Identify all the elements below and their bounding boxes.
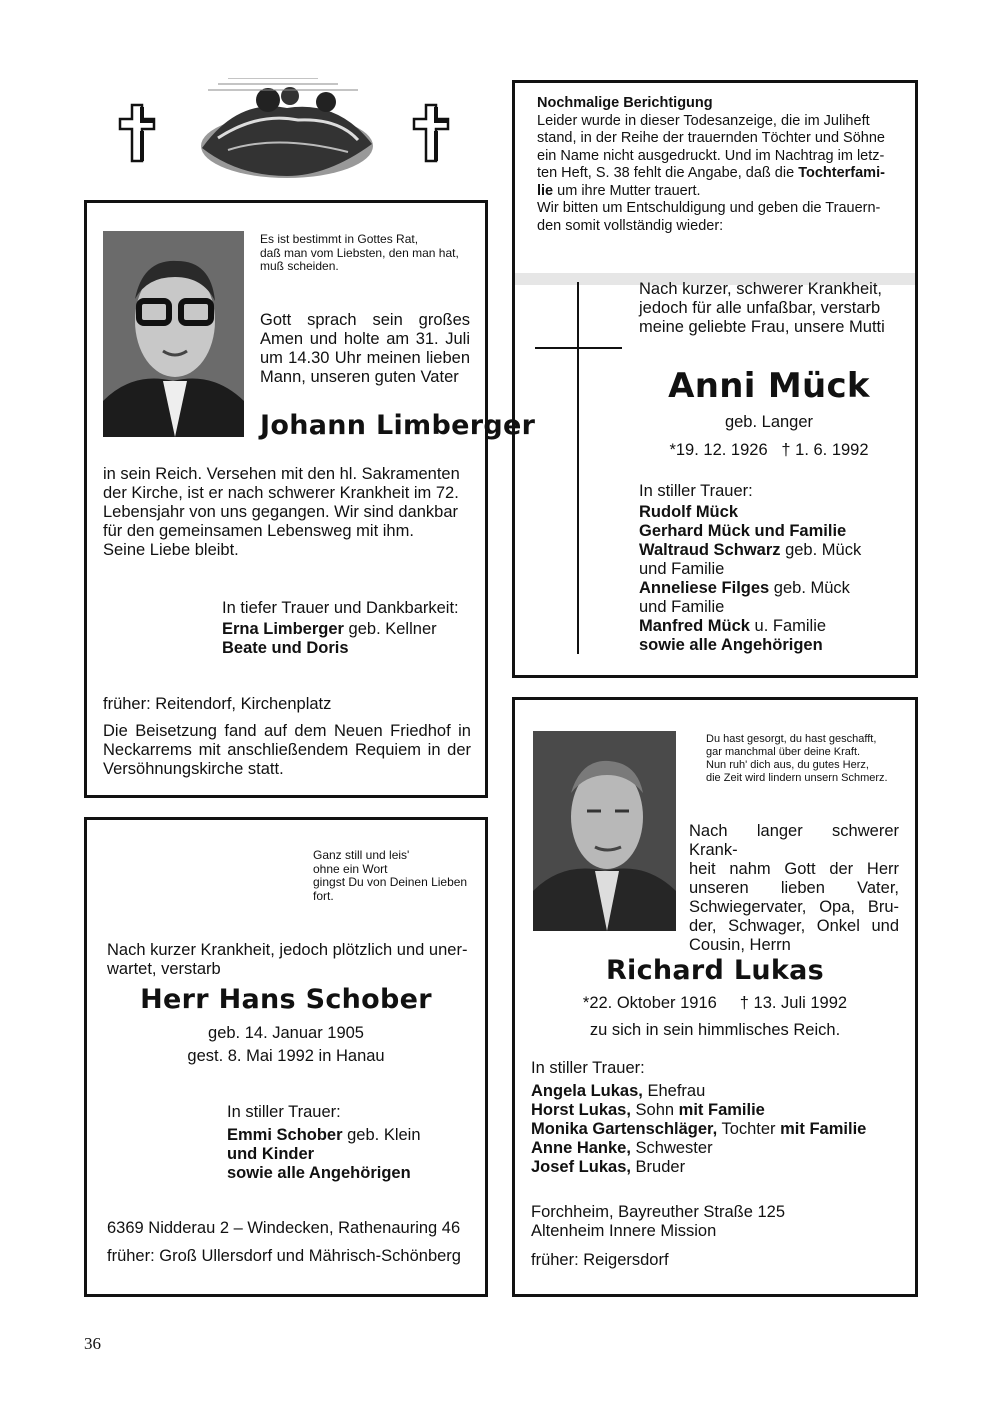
- poem: [313, 849, 483, 903]
- mourner: [227, 1126, 477, 1145]
- mourner-name: Beate und Doris: [222, 639, 349, 657]
- intro-text: [260, 311, 470, 387]
- mourner: [531, 1082, 911, 1101]
- mourner-name: Horst Lukas,: [531, 1101, 631, 1119]
- intro-text: [107, 941, 477, 979]
- intro-line: jedoch für alle unfaßbar, verstarb: [639, 299, 881, 317]
- intro-line: Cousin, Herrn: [689, 936, 791, 954]
- intro-line: Gott sprach sein großes: [260, 311, 470, 329]
- closing-line: zu sich in sein himmlisches Reich.: [589, 1021, 841, 1039]
- poem-line: Es ist bestimmt in Gottes Rat,: [260, 232, 419, 246]
- mourning-label: In stiller Trauer:: [531, 1059, 645, 1077]
- mourners: [227, 1103, 477, 1183]
- mourner-detail: geb. Mück: [769, 579, 850, 597]
- body-line: der Kirche, ist er nach schwerer Krankheit im 72.: [103, 484, 459, 502]
- mourners: [639, 482, 909, 655]
- former-residence: früher: Reigersdorf: [531, 1251, 669, 1269]
- intro-line: wartet, verstarb: [107, 960, 221, 978]
- intro-text: [689, 822, 899, 955]
- mourner: [639, 541, 909, 560]
- cross-line-icon: [535, 282, 625, 654]
- mourner-name: Anneliese Filges: [639, 579, 770, 597]
- mourner: [639, 579, 909, 598]
- mourner: [639, 617, 909, 636]
- mourner-name: Gerhard Mück und Familie: [639, 522, 847, 540]
- mourner-name: und Kinder: [227, 1145, 315, 1163]
- mourner-name: Josef Lukas,: [531, 1158, 631, 1176]
- poem-line: fort.: [313, 888, 334, 903]
- intro-line: Amen und holte am 31. Juli: [260, 330, 470, 348]
- mourner-detail: mit Familie: [678, 1101, 765, 1119]
- correction-line: ein Name nicht ausgedruckt. Und im Nachtrag im letz-: [537, 147, 885, 164]
- intro-line: meine geliebte Frau, unsere Mutti: [639, 318, 885, 336]
- burial-line: Neckarrems mit anschließendem Requiem in der: [103, 741, 471, 759]
- body-line: Seine Liebe bleibt.: [103, 541, 239, 559]
- former-residence: früher: Groß Ullersdorf und Mährisch-Schönberg: [107, 1247, 461, 1265]
- mourner-detail: Tochter: [717, 1120, 781, 1138]
- address: 6369 Nidderau 2 – Windecken, Rathenauring 46: [107, 1219, 461, 1237]
- mourner-name: Angela Lukas,: [531, 1082, 643, 1100]
- mourner-detail: mit Familie: [780, 1120, 867, 1138]
- correction-line: stand, in der Reihe der trauernden Töchter und Söhne: [537, 130, 885, 146]
- body-text: [103, 465, 483, 560]
- mourner-detail: geb. Mück: [780, 541, 862, 559]
- mourner-detail: geb. Klein: [342, 1126, 421, 1144]
- mourner-detail: geb. Kellner: [343, 620, 437, 638]
- mourners: [531, 1059, 911, 1177]
- cross-icon: [118, 103, 156, 163]
- mourner-name: Rudolf Mück: [639, 503, 738, 521]
- intro-line: unseren lieben Vater,: [689, 879, 899, 897]
- address-line: Altenheim Innere Mission: [531, 1222, 717, 1240]
- mourner-name: sowie alle Angehörigen: [639, 636, 823, 654]
- mourner-detail: und Familie: [639, 560, 725, 578]
- death-date: gest. 8. Mai 1992 in Hanau: [187, 1047, 385, 1065]
- mourner-name: sowie alle Angehörigen: [227, 1164, 411, 1182]
- mourner-detail: und Familie: [639, 598, 725, 616]
- page-number: 36: [84, 1334, 101, 1353]
- mourning-label: In stiller Trauer:: [227, 1103, 341, 1121]
- mourner-detail: u. Familie: [749, 617, 827, 635]
- body-line: Lebensjahr von uns gegangen. Wir sind dankbar: [103, 503, 458, 521]
- cross-icon: [412, 103, 450, 163]
- mourner-detail: Bruder: [630, 1158, 686, 1176]
- correction-line: Leider wurde in dieser Todesanzeige, die im Juliheft: [537, 112, 870, 129]
- life-dates: *19. 12. 1926 † 1. 6. 1992: [669, 441, 869, 459]
- intro-text: [639, 280, 899, 337]
- burial-line: Versöhnungskirche statt.: [103, 760, 284, 778]
- intro-line: Nach kurzer, schwerer Krankheit,: [639, 280, 883, 298]
- intro-line: Mann, unseren guten Vater: [260, 368, 459, 386]
- correction-text: ten Heft, S. 38 fehlt die Angabe, daß die: [537, 165, 799, 181]
- correction-line: [537, 183, 907, 201]
- poem-line: muß scheiden.: [260, 259, 339, 273]
- deceased-name: Johann Limberger: [260, 410, 536, 441]
- mourner-name: Waltraud Schwarz: [639, 541, 781, 559]
- deceased-name: Richard Lukas: [605, 955, 825, 986]
- body-line: in sein Reich. Versehen mit den hl. Sakramenten: [103, 465, 460, 483]
- correction-notice: [537, 95, 907, 235]
- portrait-photo: [103, 231, 244, 437]
- mourner: [531, 1101, 911, 1120]
- mourner-name: Manfred Mück: [639, 617, 750, 635]
- poem: [706, 733, 911, 785]
- intro-line: heit nahm Gott der Herr: [689, 860, 899, 878]
- body-line: für den gemeinsamen Lebensweg mit ihm.: [103, 522, 414, 540]
- mourner-detail: Ehefrau: [642, 1082, 706, 1100]
- poem-line: gingst Du von Deinen Lieben: [313, 875, 468, 889]
- correction-emphasis: lie: [537, 182, 554, 199]
- poem-line: gar manchmal über deine Kraft.: [706, 746, 861, 758]
- poem-line: die Zeit wird lindern unsern Schmerz.: [706, 772, 888, 784]
- deceased-name: Herr Hans Schober: [140, 984, 432, 1015]
- birth-date: geb. 14. Januar 1905: [208, 1024, 364, 1042]
- mourning-label: In tiefer Trauer und Dankbarkeit:: [222, 599, 459, 617]
- mourner-name: Erna Limberger: [222, 620, 344, 638]
- intro-line: Schwiegervater, Opa, Bru-: [689, 898, 899, 916]
- mourner-detail: Sohn: [630, 1101, 679, 1119]
- mourning-label: In stiller Trauer:: [639, 482, 753, 500]
- intro-line: Nach langer schwerer Krank-: [689, 822, 899, 859]
- intro-line: der, Schwager, Onkel und: [689, 917, 899, 935]
- poem-line: daß man vom Liebsten, den man hat,: [260, 245, 459, 260]
- correction-text: um ihre Mutter trauert.: [553, 182, 701, 199]
- mourners: [222, 599, 482, 658]
- correction-line: Wir bitten um Entschuldigung und geben die Trauern-: [537, 200, 881, 216]
- maiden-name: geb. Langer: [724, 413, 814, 431]
- mourner-name: Monika Gartenschläger,: [531, 1120, 718, 1138]
- deceased-name: Anni Mück: [668, 366, 870, 406]
- former-residence: früher: Reitendorf, Kirchenplatz: [103, 695, 332, 713]
- burial-line: Die Beisetzung fand auf dem Neuen Friedhof in: [103, 722, 471, 740]
- intro-line: um 14.30 Uhr meinen lieben: [260, 349, 470, 367]
- life-dates: *22. Oktober 1916 † 13. Juli 1992: [582, 994, 848, 1012]
- intro-line: Nach kurzer Krankheit, jedoch plötzlich und uner-: [107, 941, 468, 959]
- poem-line: Nun ruh' dich aus, du gutes Herz,: [706, 759, 869, 771]
- address: [531, 1203, 785, 1241]
- correction-emphasis: Tochterfami-: [798, 165, 885, 181]
- landscape-illustration: [198, 78, 376, 180]
- mourner: [222, 620, 482, 639]
- correction-title: Nochmalige Berichtigung: [537, 95, 713, 111]
- mourner: [531, 1120, 911, 1139]
- poem-line: Du hast gesorgt, du hast geschafft,: [706, 733, 877, 745]
- poem-line: ohne ein Wort: [313, 861, 388, 876]
- correction-line: [537, 165, 907, 183]
- poem-line: Ganz still und leis': [313, 848, 410, 862]
- address-line: Forchheim, Bayreuther Straße 125: [531, 1203, 786, 1221]
- poem: [260, 233, 480, 274]
- correction-line: den somit vollständig wieder:: [537, 217, 724, 234]
- mourner: [531, 1158, 911, 1177]
- portrait-photo: [533, 731, 676, 931]
- mourner: [531, 1139, 911, 1158]
- mourner-name: Emmi Schober: [227, 1126, 343, 1144]
- mourner-detail: Schwester: [630, 1139, 713, 1157]
- burial-text: [103, 722, 471, 779]
- mourner-name: Anne Hanke,: [531, 1139, 631, 1157]
